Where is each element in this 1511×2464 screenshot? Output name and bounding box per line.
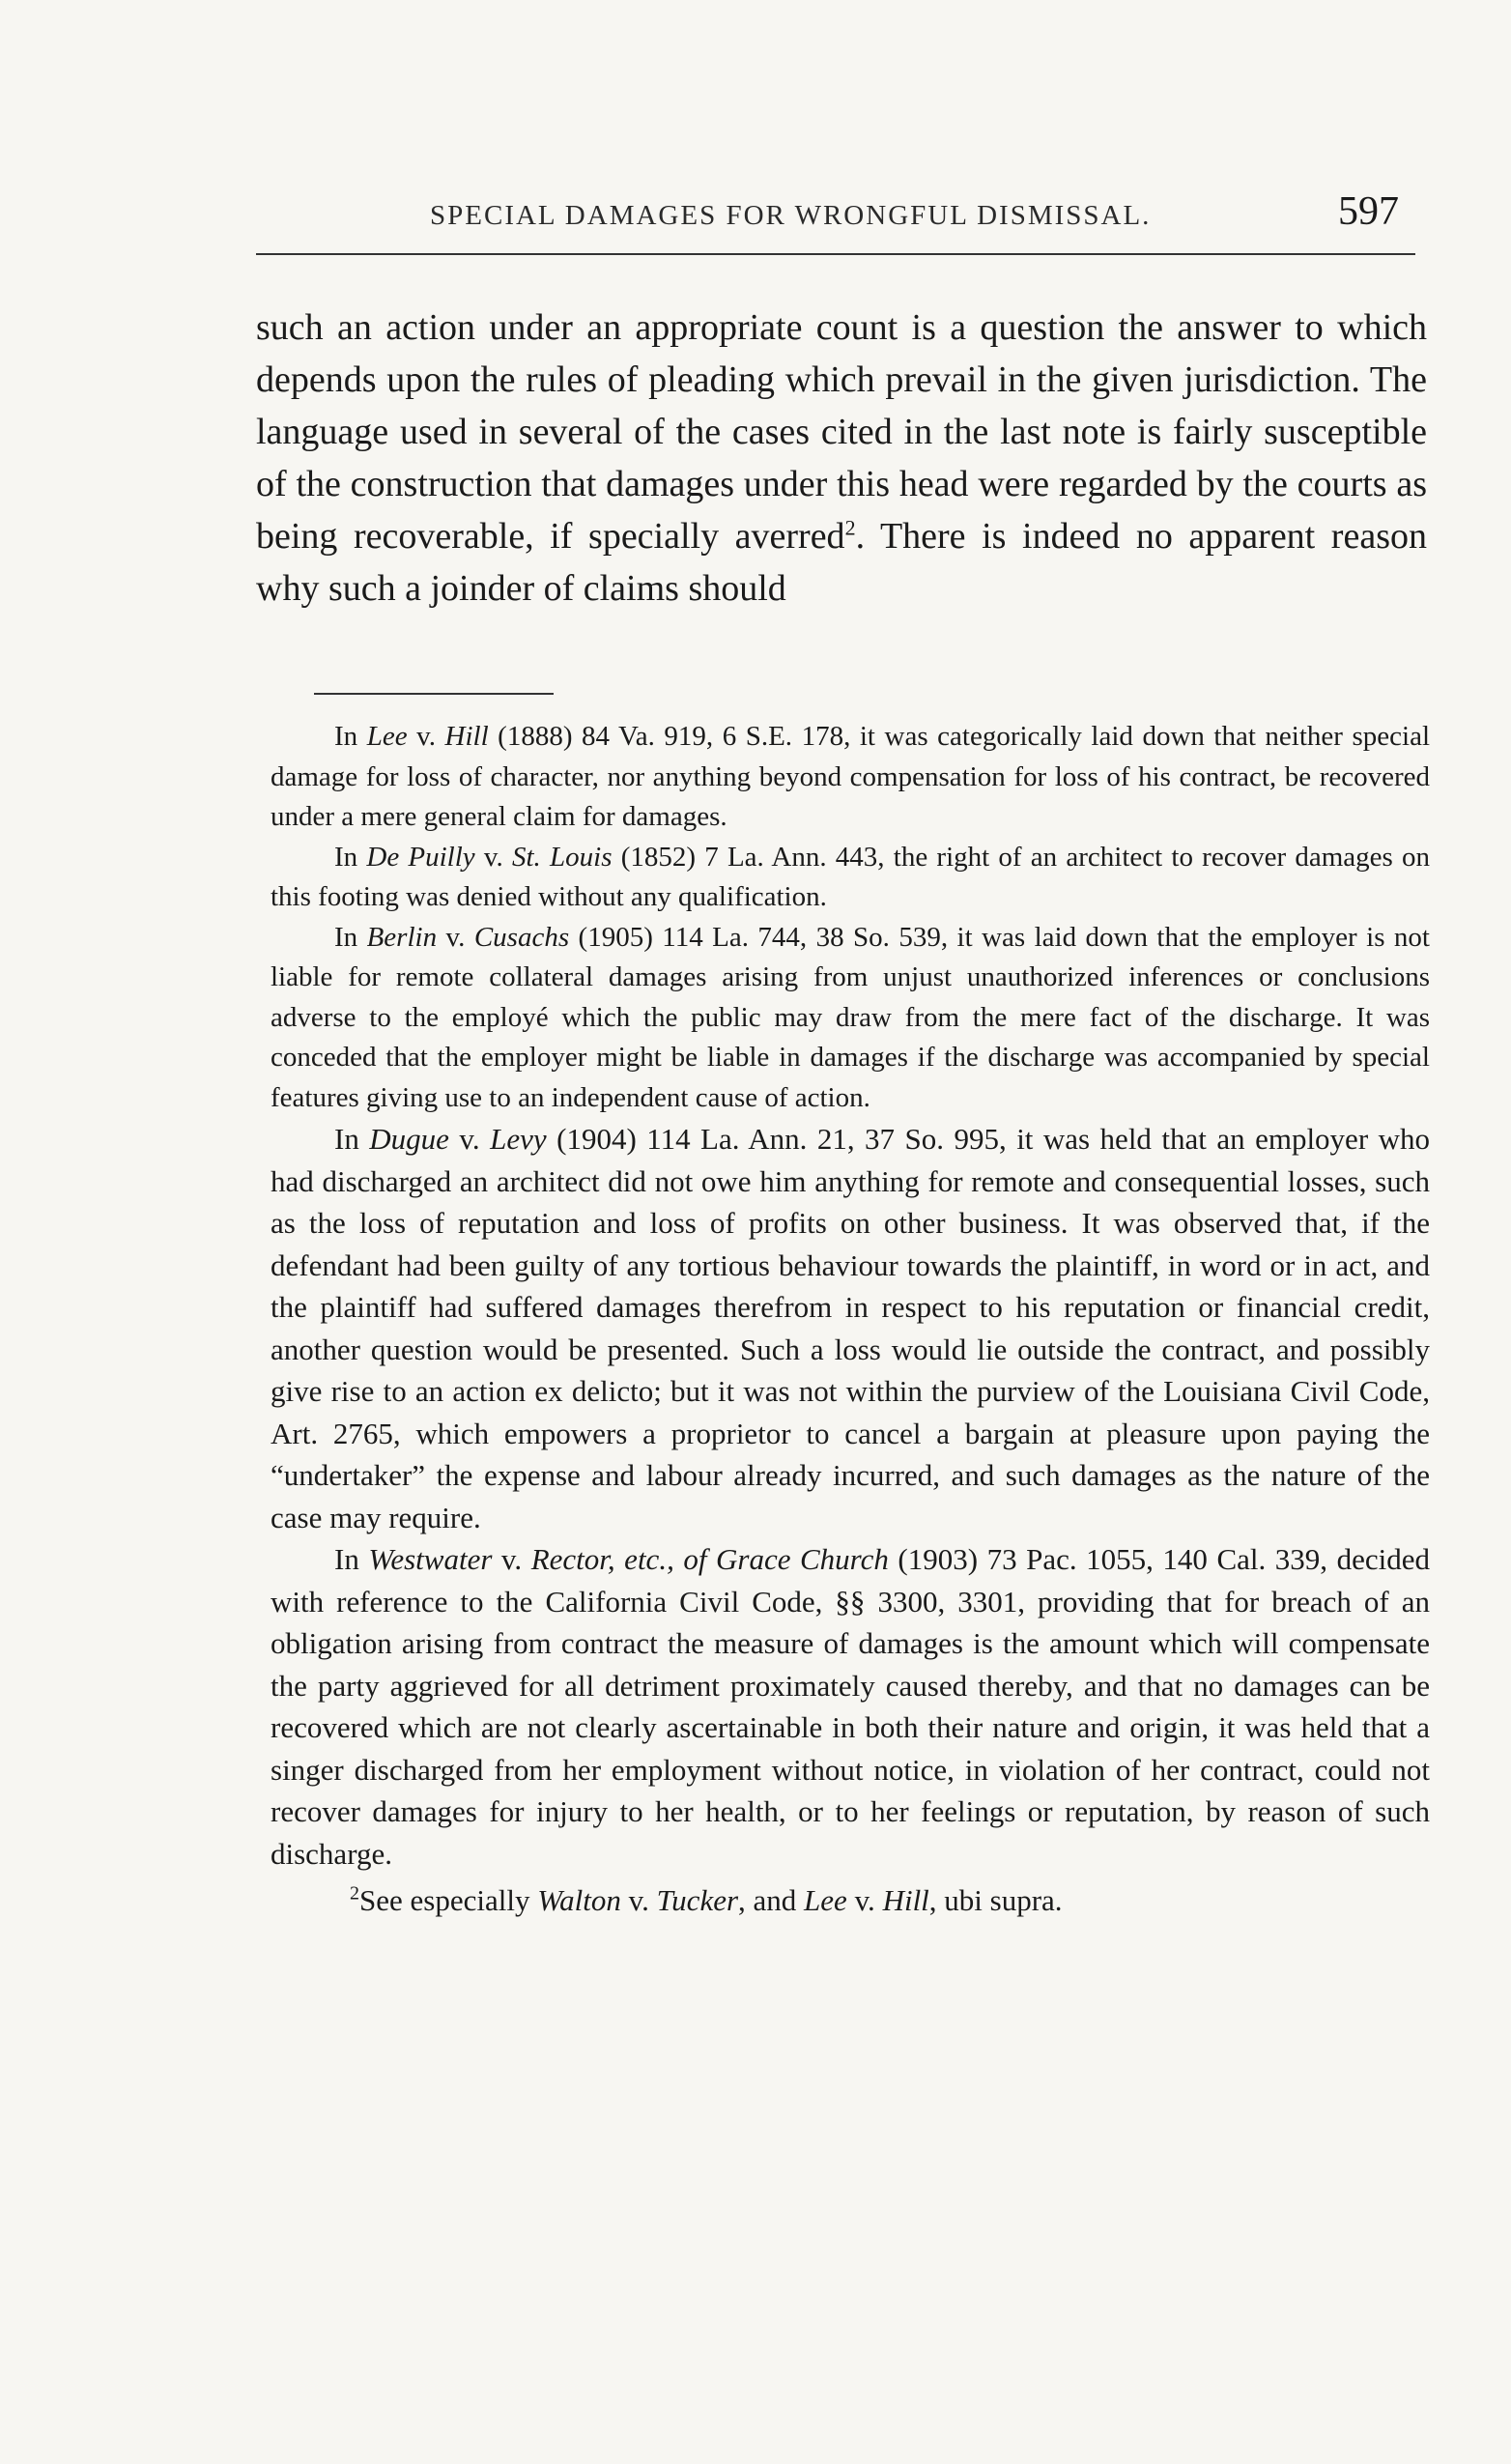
running-title: SPECIAL DAMAGES FOR WRONGFUL DISMISSAL. [430,200,1152,231]
versus: v. [492,1542,531,1576]
footnote-2-mark: 2 [350,1882,359,1905]
footnote-prefix: In [334,921,367,953]
page-number: 597 [1338,189,1399,234]
footnote-paragraph [271,1538,1430,1875]
main-paragraph [256,301,1427,615]
case-name: Rector, etc., of Grace Church [530,1542,889,1576]
footnote-prefix: See especially [359,1883,538,1917]
case-name: Westwater [368,1542,493,1576]
case-name: Tucker [656,1883,739,1917]
footnote-mark: 2 [844,515,856,540]
footnote-text: (1904) 114 La. Ann. 21, 37 So. 995, it was held that an employer who had discharged an architect did not owe him anything for remote and consequential losses, such as the loss of reputation and loss of profits on other business. It was observed that, if the defendant had been guilty of any tortious behaviour towards the plaintiff, in word or in act, and the plaintiff had suffered damages therefrom in respect to his reputation or financial credit, another question would be presented. Such a loss would lie outside the contract, and possibly give rise to an action ex delicto; but it was not within the purview of the Louisiana Civil Code, Art. 2765, which empowers a proprietor to cancel a bargain at pleasure upon paying the “undertaker” the expense and labour already incurred, and such damages as the nature of the case may require. [271,1122,1430,1534]
footnote-rule [314,693,554,695]
case-name: Lee [366,721,408,752]
versus: v. [846,1883,883,1917]
footnote-paragraph [271,838,1430,918]
footnotes [271,717,1430,1921]
footnote-text: (1888) 84 Va. 919, 6 S.E. 178, it was categorically laid down that neither special damage for loss of character, nor anything beyond compensation for loss of his contract, be recovered under a mere general claim for damages. [271,721,1430,832]
case-name: De Puilly [366,841,475,873]
footnote-text: , ubi supra. [928,1883,1063,1917]
main-text-after: . There is indeed no apparent reason why such a joinder of claims should [256,516,1427,609]
footnote-text: (1903) 73 Pac. 1055, 140 Cal. 339, decided with reference to the California Civil Code, §§ 3300, 3301, providing that for breach of an obligation arising from contract the measure of damages is the amount which will compensate the party aggrieved for all detriment proximately caused thereby, and that no damages can be recovered which are not clearly ascertainable in both their nature and origin, it was held that a singer discharged from her employment without notice, in violation of her contract, could not recover damages for injury to her health, or to her feelings or reputation, by reason of such discharge. [271,1542,1430,1871]
footnote-prefix: In [334,721,367,752]
case-name: St. Louis [511,841,613,873]
case-name: Dugue [369,1122,449,1156]
versus: v. [620,1883,657,1917]
footnote-paragraph [271,717,1430,838]
footnote-prefix: In [334,1122,370,1156]
case-name: Hill [444,721,489,752]
case-name: Berlin [366,921,438,953]
footnote-paragraph [271,1118,1430,1538]
case-name: Hill [882,1883,929,1917]
footnote-text: , and [738,1883,805,1917]
case-name: Levy [490,1122,547,1156]
case-name: Walton [537,1883,621,1917]
footnote-prefix: In [334,1542,369,1576]
page-header [256,188,1415,246]
versus: v. [407,721,445,752]
footnote-2 [271,1880,1430,1921]
footnote-paragraph [271,918,1430,1119]
header-rule [256,253,1415,255]
versus: v. [448,1122,491,1156]
footnote-text: (1852) 7 La. Ann. 443, the right of an architect to recover damages on this footing was denied without any qualification. [271,841,1430,912]
case-name: Lee [804,1883,847,1917]
main-text-before: such an action under an appropriate count is a question the answer to which depends upon the rules of pleading which prevail in the given jurisdiction. The language used in several of the cases cited in the last note is fairly susceptible of the construction that damages under this head were regarded by the courts as being recoverable, if specially averred [256,307,1427,557]
footnote-prefix: In [334,841,367,873]
case-name: Cusachs [473,921,570,953]
footnote-text: (1905) 114 La. 744, 38 So. 539, it was laid down that the employer is not liable for remote collateral damages arising from unjust unauthorized inferences or conclusions adverse to the employé which the public may draw from the mere fact of the discharge. It was conceded that the employer might be liable in damages if the discharge was accompanied by special features giving use to an independent cause of action. [271,921,1430,1113]
versus: v. [474,841,512,873]
versus: v. [437,921,474,953]
